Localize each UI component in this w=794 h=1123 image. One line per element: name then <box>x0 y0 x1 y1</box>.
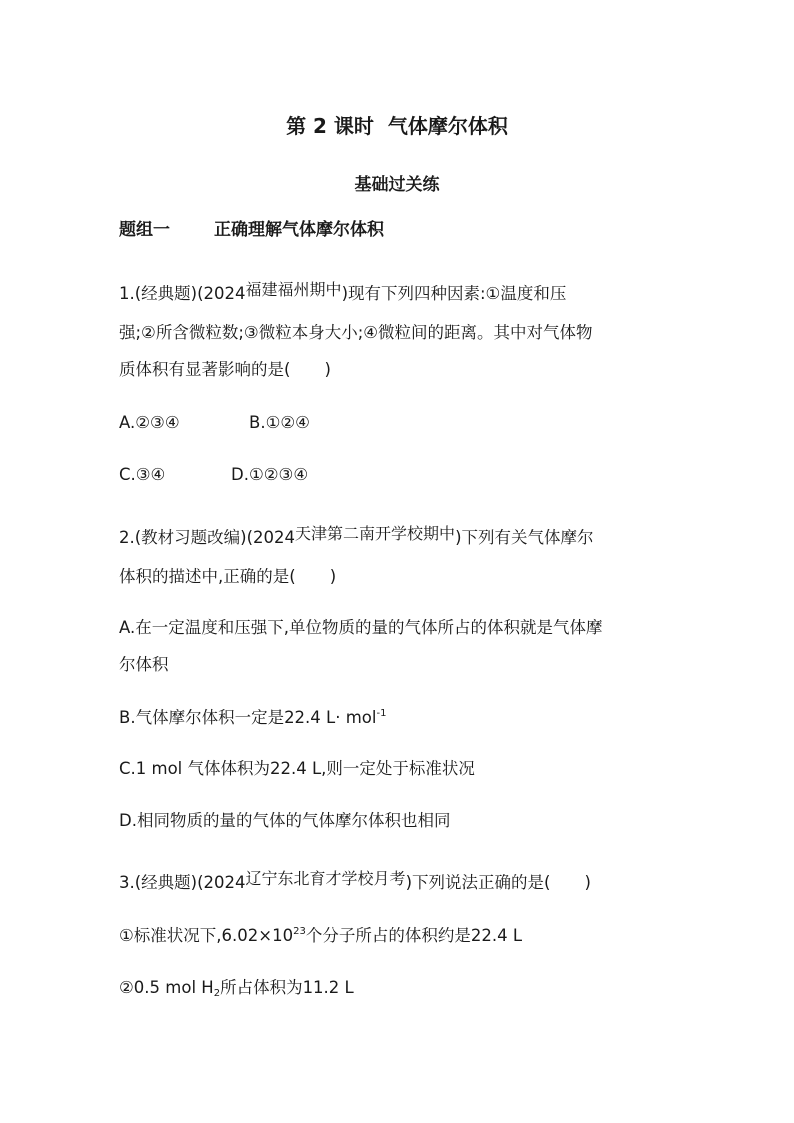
question-group-heading <box>119 219 384 241</box>
q3-statement-2: ②0.5 mol $H_2$所占体积为11.2 L <box>119 978 354 999</box>
question-1-line-1: 1.(经典题)(2024福建福州期中)现有下列四种因素:①温度和压 <box>119 280 567 303</box>
q2-option-a-line-1: A.在一定温度和压强下,单位物质的量的气体所占的体积就是气体摩 <box>119 618 603 637</box>
lesson-number: 第 2 课时 <box>286 114 374 138</box>
q2-option-a-line-2: 尔体积 <box>119 655 169 674</box>
q2-option-b: B.气体摩尔体积一定是22.4 L· mol$^{-1}$ <box>119 708 387 727</box>
lesson-topic: 气体摩尔体积 <box>387 114 508 138</box>
question-1-line-2: 强;②所含微粒数;③微粒本身大小;④微粒间的距离。其中对气体物 <box>119 323 593 342</box>
question-3-line-1: 3.(经典题)(2024辽宁东北育才学校月考)下列说法正确的是( ) <box>119 869 591 892</box>
group-name: 正确理解气体摩尔体积 <box>214 220 384 240</box>
q1-option-a: A.②③④ <box>119 413 180 432</box>
q2-option-d: D.相同物质的量的气体的气体摩尔体积也相同 <box>119 811 451 830</box>
question-2-line-1: 2.(教材习题改编)(2024天津第二南开学校期中)下列有关气体摩尔 <box>119 524 594 547</box>
lesson-title <box>0 110 794 139</box>
q1-option-c: C.③④ <box>119 465 166 484</box>
question-2-line-2: 体积的描述中,正确的是( ) <box>119 567 337 586</box>
group-label: 题组一 <box>119 220 170 240</box>
question-source: 福建福州期中 <box>245 280 342 299</box>
q2-option-c: C.1 mol 气体体积为22.4 L,则一定处于标准状况 <box>119 759 475 778</box>
question-1-line-3: 质体积有显著影响的是( ) <box>119 360 331 379</box>
question-source: 天津第二南开学校期中 <box>295 524 456 543</box>
q1-option-b: B.①②④ <box>249 413 310 432</box>
question-source: 辽宁东北育才学校月考 <box>245 869 406 888</box>
q3-statement-1: ①标准状况下$,6.02\times 10^{23}$个分子所占的体积约是22.4 L <box>119 926 523 945</box>
section-subtitle: 基础过关练 <box>354 175 440 195</box>
q1-option-d: D.①②③④ <box>231 465 309 484</box>
